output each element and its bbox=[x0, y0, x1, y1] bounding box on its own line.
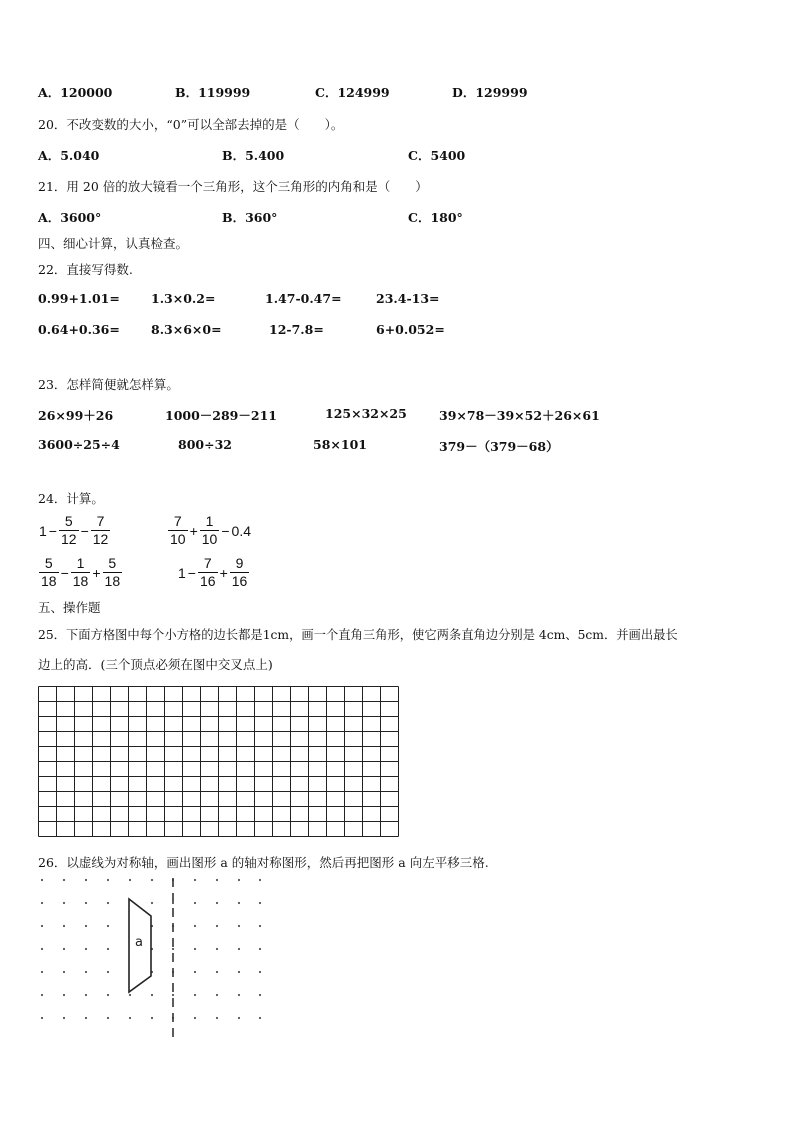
dot-grid[interactable] bbox=[30, 872, 270, 1042]
q23-r1-c2: 1000－289－211 bbox=[165, 408, 277, 423]
grid-dot bbox=[107, 994, 109, 996]
grid-dot bbox=[172, 948, 174, 950]
q24-expression-3: $\frac{5}{18}$ − $\frac{1}{18}$ + $\frac{5}{18}$ bbox=[41, 555, 121, 589]
q23-r1-c1: 26×99＋26 bbox=[38, 408, 114, 423]
q21-option-b: B．360° bbox=[222, 210, 278, 225]
q20-stem: 20．不改变数的大小，“0”可以全部去掉的是（ ）。 bbox=[38, 117, 344, 132]
grid-dot bbox=[151, 879, 153, 881]
grid-dot bbox=[238, 948, 240, 950]
grid-dot bbox=[194, 879, 196, 881]
q22-r2-c1: 0.64+0.36= bbox=[38, 322, 120, 337]
grid-dot bbox=[194, 971, 196, 973]
q24-expression-4: 1 − $\frac{7}{16}$ + $\frac{9}{16}$ bbox=[178, 555, 248, 589]
grid-dot bbox=[216, 925, 218, 927]
grid-dot bbox=[259, 925, 261, 927]
grid-dot bbox=[107, 971, 109, 973]
grid-dot bbox=[107, 902, 109, 904]
grid-dot bbox=[238, 1017, 240, 1019]
grid-dot bbox=[41, 902, 43, 904]
grid-dot bbox=[107, 1017, 109, 1019]
q22-stem: 22．直接写得数. bbox=[38, 262, 133, 277]
grid-dot bbox=[85, 1017, 87, 1019]
grid-dot bbox=[259, 879, 261, 881]
q24-expression-2: $\frac{7}{10}$ + $\frac{1}{10}$ − 0.4 bbox=[170, 513, 251, 547]
grid-dot bbox=[129, 1017, 131, 1019]
grid-dot bbox=[259, 1017, 261, 1019]
q19-option-b: B．119999 bbox=[175, 85, 251, 100]
grid-dot bbox=[194, 948, 196, 950]
q23-r2-c1: 3600÷25÷4 bbox=[38, 437, 120, 452]
q25-stem-line2: 边上的高．(三个顶点必须在图中交叉点上) bbox=[38, 657, 273, 672]
grid-dot bbox=[129, 879, 131, 881]
grid-dot bbox=[216, 994, 218, 996]
grid-dot bbox=[85, 971, 87, 973]
grid-dot bbox=[216, 948, 218, 950]
q19-option-c: C．124999 bbox=[315, 85, 390, 100]
q21-option-a: A．3600° bbox=[38, 210, 102, 225]
q22-r2-c3: 12-7.8= bbox=[269, 322, 324, 337]
q19-option-d: D．129999 bbox=[452, 85, 528, 100]
grid-dot bbox=[41, 1017, 43, 1019]
grid-dot bbox=[85, 994, 87, 996]
q24-expression-1: 1 − $\frac{5}{12}$ − $\frac{7}{12}$ bbox=[39, 513, 109, 547]
q26-stem: 26．以虚线为对称轴，画出图形 a 的轴对称图形，然后再把图形 a 向左平移三格. bbox=[38, 855, 489, 870]
grid-dot bbox=[194, 925, 196, 927]
q24-stem: 24．计算。 bbox=[38, 491, 104, 506]
q20-option-b: B．5.400 bbox=[222, 148, 285, 163]
q22-r2-c2: 8.3×6×0= bbox=[151, 322, 222, 337]
grid-dot bbox=[238, 971, 240, 973]
grid-dot bbox=[194, 1017, 196, 1019]
grid-dot bbox=[41, 971, 43, 973]
q25-stem-line1: 25．下面方格图中每个小方格的边长都是1cm，画一个直角三角形，使它两条直角边分别是 4cm、5cm．并画出最长 bbox=[38, 628, 678, 642]
q22-r1-c3: 1.47-0.47= bbox=[265, 291, 342, 306]
q20-option-c: C．5400 bbox=[408, 148, 466, 163]
q19-option-a: A．120000 bbox=[38, 85, 113, 100]
q23-r2-c3: 58×101 bbox=[313, 437, 367, 452]
grid-dot bbox=[216, 902, 218, 904]
q23-r2-c2: 800÷32 bbox=[178, 437, 232, 452]
grid-dot bbox=[259, 971, 261, 973]
grid-dot bbox=[216, 971, 218, 973]
q21-option-c: C．180° bbox=[408, 210, 463, 225]
grid-dot bbox=[63, 971, 65, 973]
q23-r1-c3: 125×32×25 bbox=[325, 406, 407, 421]
grid-dot bbox=[41, 948, 43, 950]
grid-dot bbox=[41, 925, 43, 927]
q20-option-a: A．5.040 bbox=[38, 148, 100, 163]
grid-dot bbox=[194, 994, 196, 996]
grid-dot bbox=[238, 994, 240, 996]
q22-r1-c1: 0.99+1.01= bbox=[38, 291, 120, 306]
grid-dot bbox=[85, 948, 87, 950]
grid-dot bbox=[63, 948, 65, 950]
grid-dot bbox=[107, 925, 109, 927]
section-5-heading: 五、操作题 bbox=[38, 600, 101, 615]
grid-dot bbox=[63, 879, 65, 881]
grid-dot bbox=[259, 994, 261, 996]
grid-dot bbox=[238, 925, 240, 927]
grid-dot bbox=[107, 948, 109, 950]
grid-dot bbox=[151, 1017, 153, 1019]
grid-dot bbox=[85, 879, 87, 881]
grid-dot bbox=[172, 994, 174, 996]
q22-r1-c2: 1.3×0.2= bbox=[151, 291, 216, 306]
q22-r1-c4: 23.4-13= bbox=[376, 291, 440, 306]
grid-dot bbox=[216, 879, 218, 881]
shape-a-label: a bbox=[135, 935, 143, 950]
q23-r1-c4: 39×78－39×52＋26×61 bbox=[439, 408, 600, 423]
grid-dot bbox=[238, 879, 240, 881]
grid-dot bbox=[194, 902, 196, 904]
grid-dot bbox=[259, 948, 261, 950]
grid-dot bbox=[85, 925, 87, 927]
square-grid[interactable] bbox=[38, 686, 400, 838]
grid-dot bbox=[63, 925, 65, 927]
grid-dot bbox=[63, 994, 65, 996]
grid-dot bbox=[63, 1017, 65, 1019]
q23-r2-c4: 379－（379－68） bbox=[439, 439, 559, 454]
grid-dot bbox=[172, 902, 174, 904]
grid-dot bbox=[216, 1017, 218, 1019]
grid-dot bbox=[129, 994, 131, 996]
grid-dot bbox=[238, 902, 240, 904]
q22-r2-c4: 6+0.052= bbox=[376, 322, 445, 337]
q23-stem: 23．怎样简便就怎样算。 bbox=[38, 377, 179, 392]
section-4-heading: 四、细心计算，认真检查。 bbox=[38, 236, 189, 251]
grid-dot bbox=[107, 879, 109, 881]
grid-dot bbox=[85, 902, 87, 904]
grid-dot bbox=[151, 902, 153, 904]
q21-stem: 21．用 20 倍的放大镜看一个三角形，这个三角形的内角和是（ ） bbox=[38, 179, 428, 194]
grid-dot bbox=[41, 879, 43, 881]
grid-dot bbox=[259, 902, 261, 904]
grid-dot bbox=[151, 994, 153, 996]
grid-dot bbox=[63, 902, 65, 904]
grid-dot bbox=[41, 994, 43, 996]
